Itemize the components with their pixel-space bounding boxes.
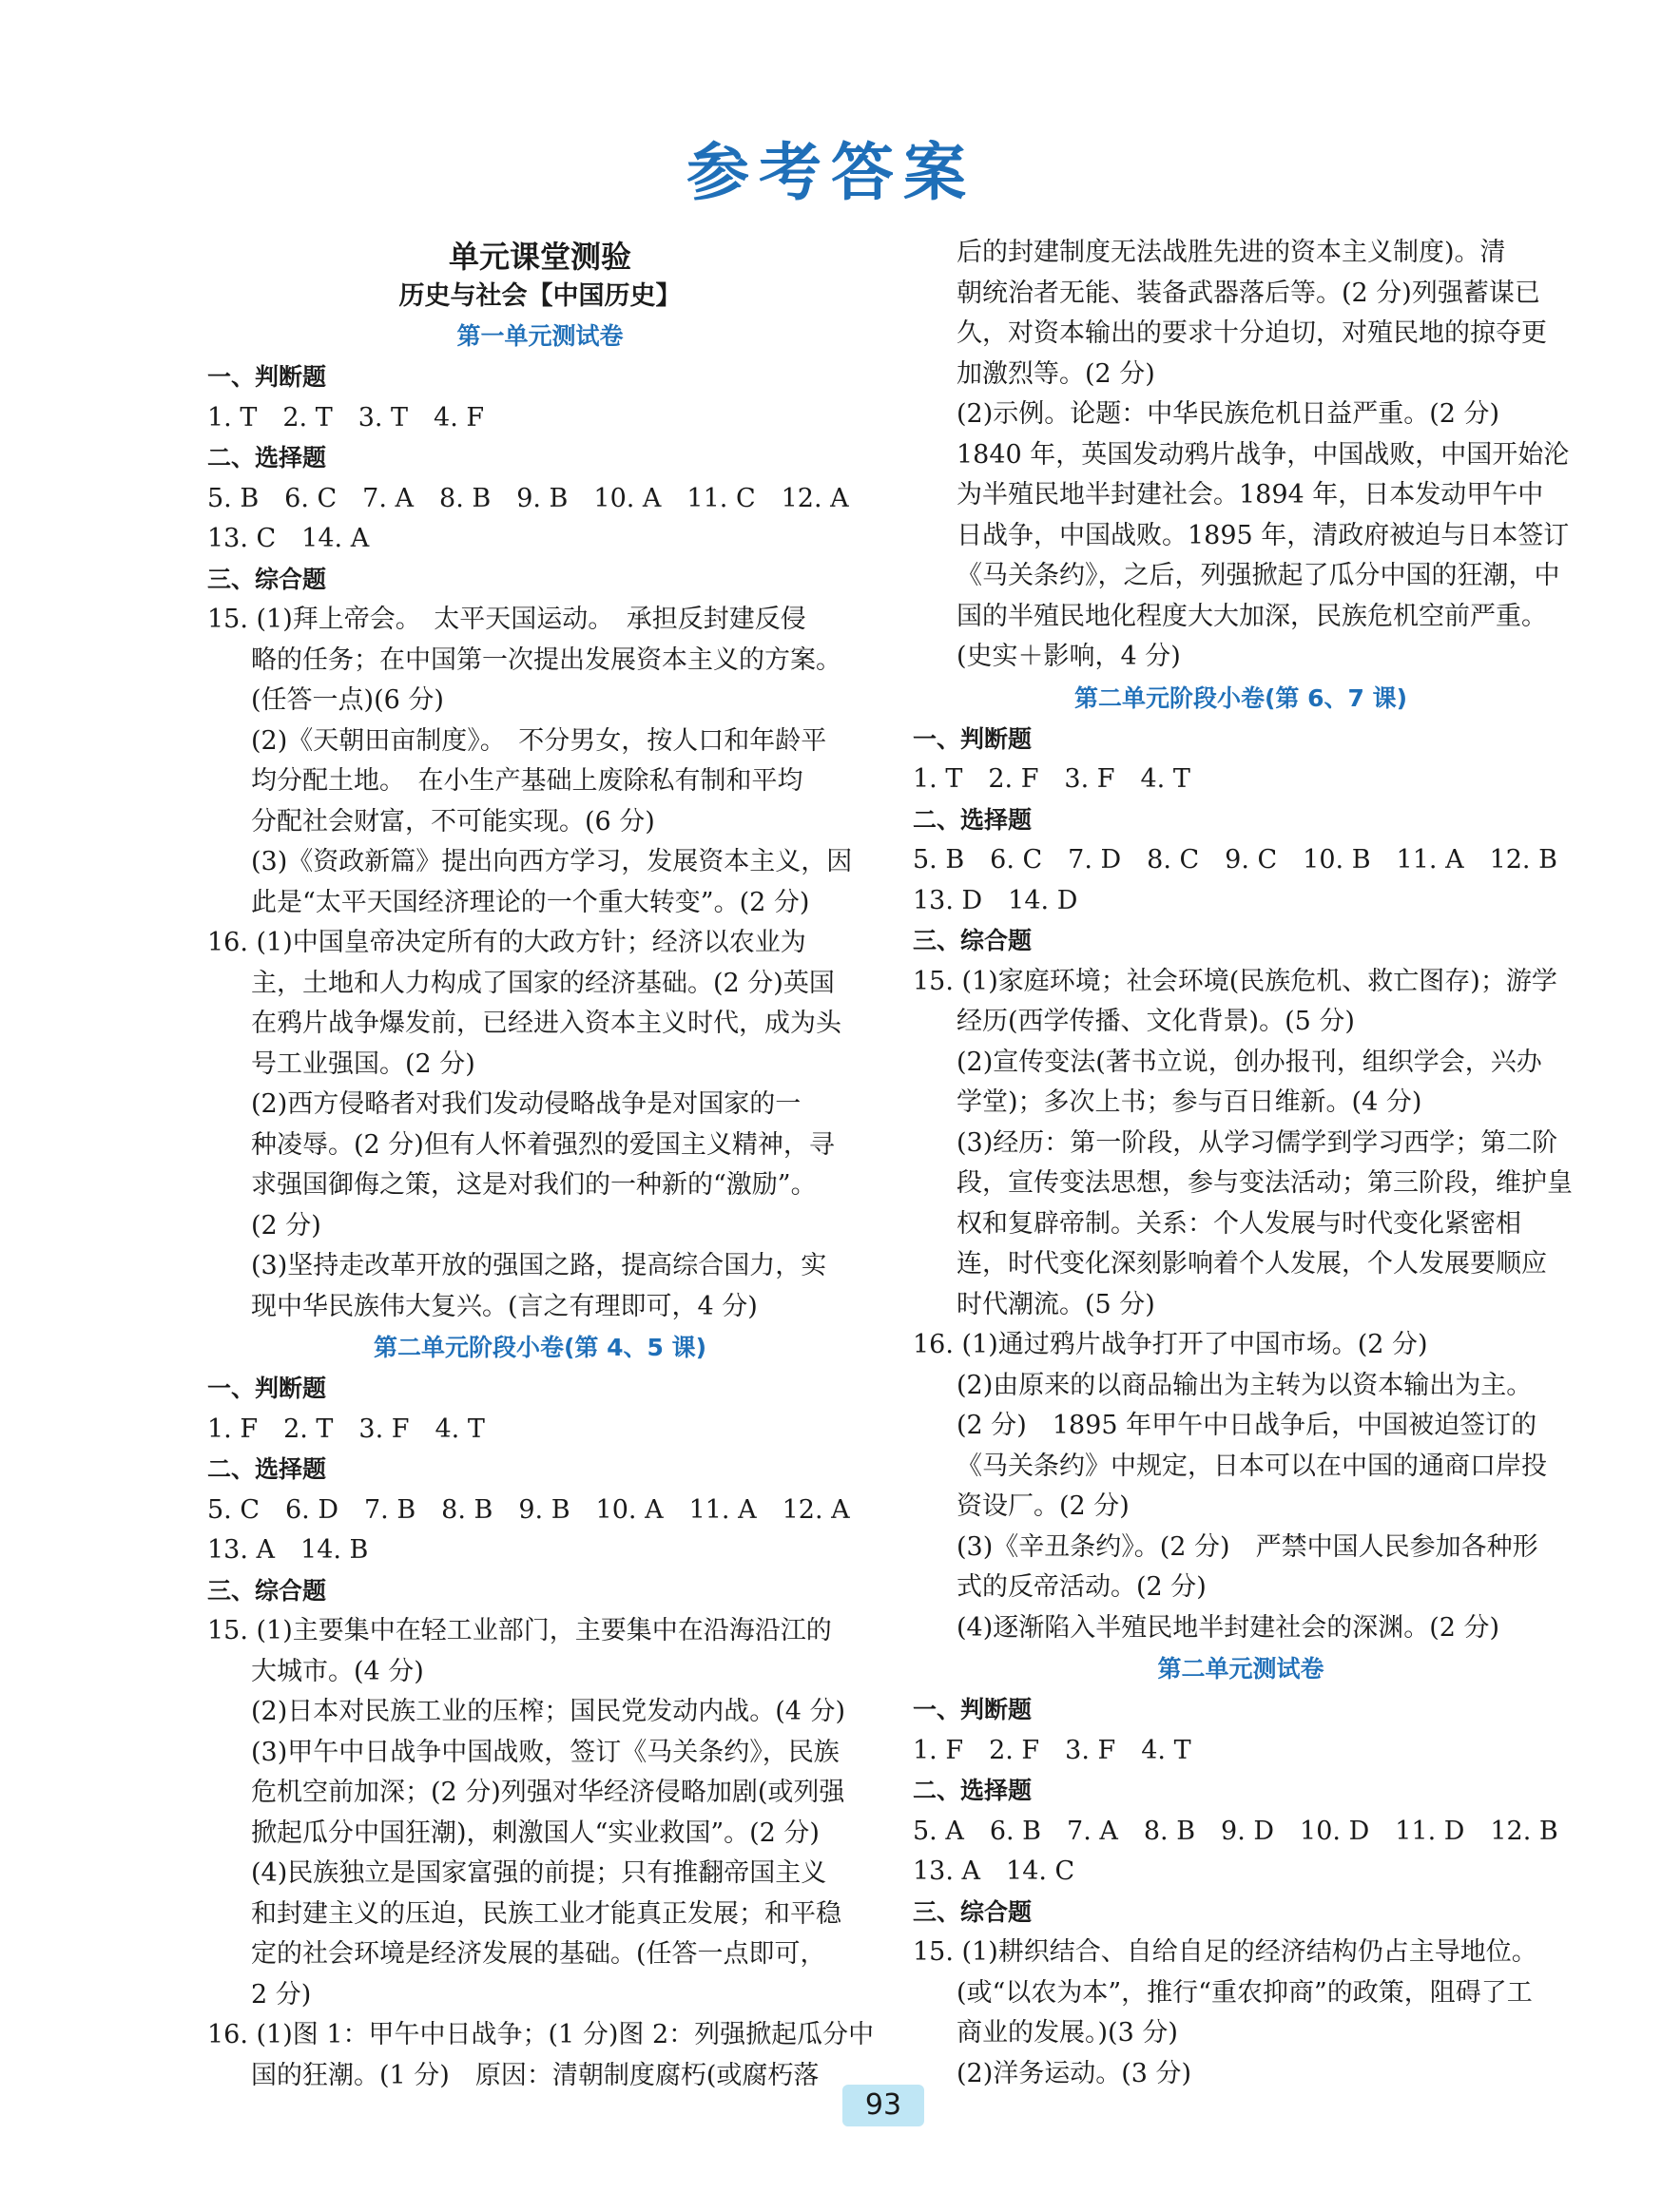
right-column [913, 233, 1573, 2094]
answer-line: 5. B 6. C 7. D 8. C 9. C 10. B 11. A 12. B [913, 845, 1557, 875]
answer-line: (3)甲午中日战争中国战败，签订《马关条约》，民族 [251, 1737, 840, 1767]
answer-line: 分配社会财富，不可能实现。(6 分) [251, 806, 655, 837]
question-category: 二、选择题 [207, 1455, 327, 1483]
answer-line: 国的半殖民地化程度大大加深，民族危机空前严重。 [957, 601, 1547, 631]
answer-line: (3)坚持走改革开放的强国之路，提高综合国力，实 [251, 1251, 827, 1280]
page-title: 参考答案 [686, 135, 976, 209]
answer-line: (2)由原来的以商品输出为主转为以资本输出为主。 [957, 1370, 1533, 1400]
answer-line: 略的任务；在中国第一次提出发展资本主义的方案。 [251, 644, 841, 675]
answer-line: 和封建主义的压迫，民族工业才能真正发展；和平稳 [251, 1898, 841, 1929]
question-category: 一、判断题 [207, 363, 327, 391]
answer-line: 15. (1)拜上帝会。 太平天国运动。 承担反封建反侵 [207, 605, 806, 634]
question-category: 三、综合题 [207, 565, 327, 593]
answer-line: 1840 年，英国发动鸦片战争，中国战败，中国开始沦 [957, 439, 1570, 470]
answer-line: (2)西方侵略者对我们发动侵略战争是对国家的一 [251, 1089, 802, 1119]
answer-line: 加激烈等。(2 分) [957, 358, 1155, 389]
answer-line: 16. (1)通过鸦片战争打开了中国市场。(2 分) [913, 1330, 1428, 1359]
page-number: 93 [842, 2085, 924, 2126]
answer-line: 1. T 2. T 3. T 4. F [207, 402, 485, 433]
question-category: 一、判断题 [913, 724, 1033, 753]
section-title: 单元课堂测验 [448, 239, 631, 275]
answer-line: 此是“太平天国经济理论的一个重大转变”。(2 分) [251, 887, 810, 917]
answer-line: 《马关条约》，之后，列强掀起了瓜分中国的狂潮，中 [957, 561, 1560, 590]
answer-line: 主，土地和人力构成了国家的经济基础。(2 分)英国 [251, 968, 835, 998]
answer-line: 5. A 6. B 7. A 8. B 9. D 10. D 11. D 12. B [913, 1816, 1558, 1846]
answer-line: (2)宣传变法(著书立说，创办报刊，组织学会，兴办 [957, 1047, 1542, 1077]
answer-line: 13. A 14. C [913, 1856, 1075, 1886]
answer-line: 号工业强国。(2 分) [251, 1048, 475, 1079]
answer-line: 15. (1)耕织结合、自给自足的经济结构仍占主导地位。 [913, 1937, 1537, 1967]
question-category: 二、选择题 [913, 1777, 1033, 1804]
answer-line: 13. A 14. B [207, 1535, 369, 1565]
answer-line: 为半殖民地半封建社会。1894 年，日本发动甲午中 [957, 480, 1544, 510]
question-category: 三、综合题 [913, 927, 1033, 954]
answer-line: 资设厂。(2 分) [957, 1491, 1130, 1521]
answer-line: 13. D 14. D [913, 885, 1078, 915]
answer-line: (2 分) [251, 1210, 321, 1241]
answer-line: 危机空前加深；(2 分)列强对华经济侵略加剧(或列强 [251, 1778, 845, 1807]
answer-line: 经历(西学传播、文化背景)。(5 分) [957, 1007, 1355, 1036]
answer-line: 15. (1)主要集中在轻工业部门，主要集中在沿海沿江的 [207, 1616, 832, 1645]
answer-line: (2)日本对民族工业的压榨；国民党发动内战。(4 分) [251, 1697, 846, 1726]
answer-line: 商业的发展。)(3 分) [957, 2018, 1178, 2048]
answer-line: 均分配土地。 在小生产基础上废除私有制和平均 [251, 766, 803, 796]
answer-line: 2 分) [251, 1979, 312, 2010]
answer-line: 段，宣传变法思想，参与变法活动；第三阶段，维护皇 [957, 1168, 1573, 1198]
answer-line: (或“以农为本”，推行“重农抑商”的政策，阻碍了工 [957, 1977, 1533, 2008]
question-category: 一、判断题 [207, 1375, 327, 1402]
answer-line: 求强国御侮之策，这是对我们的一种新的“激励”。 [251, 1170, 817, 1200]
answer-line: 现中华民族伟大复兴。(言之有理即可，4 分) [251, 1291, 758, 1321]
unit-title: 第二单元测试卷 [1157, 1655, 1324, 1683]
left-column [207, 236, 873, 2096]
answer-line: 后的封建制度无法战胜先进的资本主义制度)。清 [957, 238, 1506, 267]
answer-line: 大城市。(4 分) [251, 1656, 424, 1686]
answer-line: 1. F 2. F 3. F 4. T [913, 1735, 1191, 1765]
answer-line: (3)《辛丑条约》。(2 分) 严禁中国人民参加各种形 [957, 1531, 1538, 1562]
answer-line: 权和复辟帝制。关系：个人发展与时代变化紧密相 [957, 1208, 1521, 1239]
answer-line: 时代潮流。(5 分) [957, 1289, 1155, 1319]
question-category: 三、综合题 [207, 1576, 327, 1605]
answer-line: 国的狂潮。(1 分) 原因：清朝制度腐朽(或腐朽落 [251, 2060, 820, 2090]
unit-title: 第一单元测试卷 [456, 322, 624, 350]
answer-line: (4)逐渐陷入半殖民地半封建社会的深渊。(2 分) [957, 1612, 1500, 1643]
answer-line: (2)《天朝田亩制度》。 不分男女，按人口和年龄平 [251, 725, 827, 756]
answer-line: (3)《资政新篇》提出向西方学习，发展资本主义，因 [251, 847, 853, 876]
answer-line: 连，时代变化深刻影响着个人发展，个人发展要顺应 [957, 1249, 1547, 1279]
question-category: 三、综合题 [913, 1897, 1033, 1926]
answer-line: 掀起瓜分中国狂潮)，刺激国人“实业救国”。(2 分) [251, 1818, 820, 1848]
answer-line: 1. T 2. F 3. F 4. T [913, 764, 1190, 794]
answer-line: 13. C 14. A [207, 524, 370, 553]
answer-line: (史实＋影响，4 分) [957, 642, 1181, 671]
answer-line: (2 分) 1895 年甲午中日战争后，中国被迫签订的 [957, 1411, 1537, 1440]
answer-line: (任答一点)(6 分) [251, 685, 444, 715]
answer-line: (2)示例。论题：中华民族危机日益严重。(2 分) [957, 399, 1500, 429]
answer-line: 1. F 2. T 3. F 4. T [207, 1414, 485, 1444]
answer-line: 学堂)；多次上书；参与百日维新。(4 分) [957, 1087, 1422, 1117]
question-category: 二、选择题 [913, 805, 1033, 834]
answer-line: 5. B 6. C 7. A 8. B 9. B 10. A 11. C 12. A [207, 483, 849, 513]
answer-line: 种凌辱。(2 分)但有人怀着强烈的爱国主义精神，寻 [251, 1129, 835, 1160]
answer-line: 定的社会环境是经济发展的基础。(任答一点即可， [251, 1939, 826, 1969]
question-category: 二、选择题 [207, 444, 327, 471]
unit-title: 第二单元阶段小卷(第 4、5 课) [373, 1334, 707, 1361]
answer-line: 5. C 6. D 7. B 8. B 9. B 10. A 11. A 12. A [207, 1494, 850, 1525]
answer-line: 日战争，中国战败。1895 年，清政府被迫与日本签订 [957, 520, 1570, 550]
answer-line: 15. (1)家庭环境；社会环境(民族危机、救亡图存)；游学 [913, 966, 1557, 996]
answer-line: 在鸦片战争爆发前，已经进入资本主义时代，成为头 [251, 1009, 841, 1038]
answer-line: 16. (1)中国皇帝决定所有的大政方针；经济以农业为 [207, 928, 806, 957]
answer-line: (4)民族独立是国家富强的前提；只有推翻帝国主义 [251, 1858, 827, 1888]
answer-line: 朝统治者无能、装备武器落后等。(2 分)列强蓄谋已 [957, 278, 1540, 308]
answer-line: (3)经历：第一阶段，从学习儒学到学习西学；第二阶 [957, 1127, 1558, 1158]
answer-line: 《马关条约》中规定，日本可以在中国的通商口岸投 [957, 1451, 1547, 1481]
answer-line: 式的反帝活动。(2 分) [957, 1572, 1207, 1602]
question-category: 一、判断题 [913, 1696, 1033, 1723]
answer-line: (2)洋务运动。(3 分) [957, 2058, 1192, 2088]
subject-title: 历史与社会【中国历史】 [398, 281, 682, 311]
answer-line: 16. (1)图 1：甲午中日战争；(1 分)图 2：列强掀起瓜分中 [207, 2020, 875, 2049]
answer-line: 久，对资本输出的要求十分迫切，对殖民地的掠夺更 [957, 318, 1547, 348]
unit-title: 第二单元阶段小卷(第 6、7 课) [1073, 683, 1408, 712]
